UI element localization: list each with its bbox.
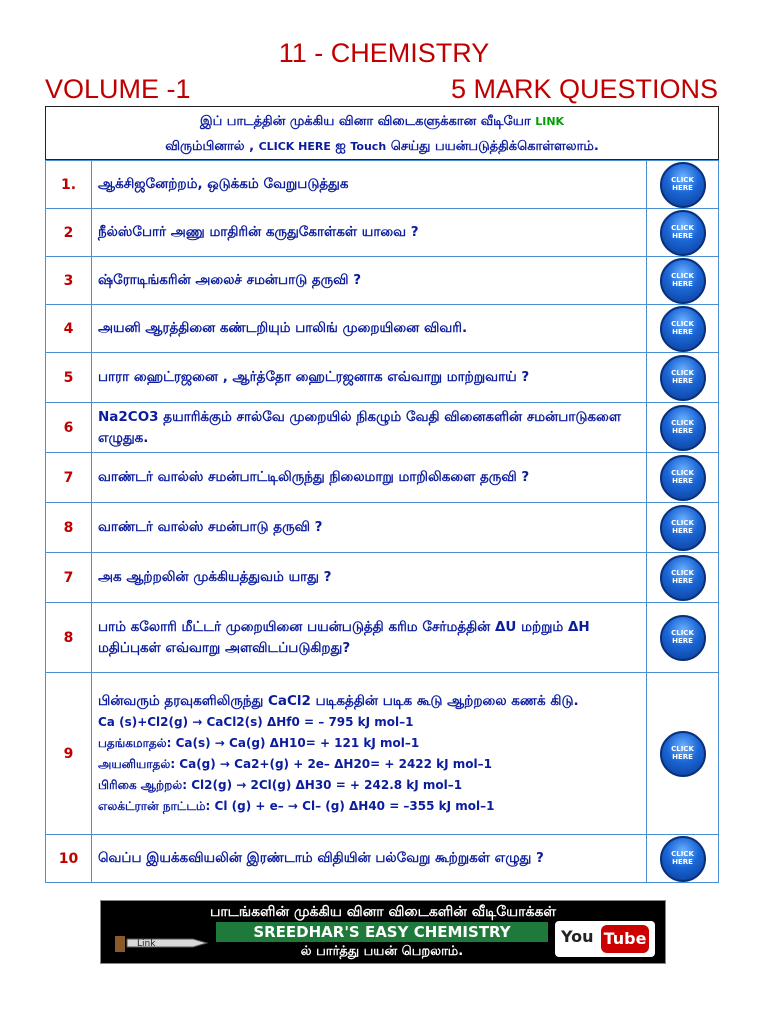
question-data-line: பதங்கமாதல்: Ca(s) → Ca(g) ΔH10= + 121 kJ mol–1 [98,735,420,750]
question-row [46,353,719,403]
question-row [46,503,719,553]
click-here-button[interactable]: CLICK HERE [660,162,706,208]
question-text-cell [92,503,647,553]
click-here-cell [647,305,719,353]
click-here-cell [647,603,719,673]
question-number: 6 [46,403,92,453]
click-here-cell [647,503,719,553]
question-data-line: அயனியாதல்: Ca(g) → Ca2+(g) + 2e– ΔH20= + 2422 kJ mol–1 [98,756,493,771]
click-here-cell [647,257,719,305]
click-here-cell [647,835,719,883]
question-row [46,305,719,353]
click-here-button[interactable]: CLICK HERE [660,836,706,882]
question-number: 2 [46,209,92,257]
click-here-button[interactable]: CLICK HERE [660,505,706,551]
click-here-cell [647,673,719,835]
question-text-cell [92,403,647,453]
click-here-button[interactable]: CLICK HERE [660,455,706,501]
click-here-cell [647,161,719,209]
question-text: வாண்டர் வால்ஸ் சமன்பாட்டிலிருந்து நிலைமாறு மாறிலிகளை தருவி ? [98,469,530,485]
click-here-cell [647,209,719,257]
click-here-button[interactable]: CLICK HERE [660,210,706,256]
channel-name[interactable]: SREEDHAR'S EASY CHEMISTRY [216,922,548,942]
link-pointer-icon[interactable] [111,931,211,955]
question-text: நீல்ஸ்போர் அணு மாதிரின் கருதுகோள்கள் யாவை ? [98,224,419,240]
svg-text:Link: Link [137,939,156,949]
click-here-button[interactable]: CLICK HERE [660,306,706,352]
question-text: அக ஆற்றலின் முக்கியத்துவம் யாது ? [98,569,332,585]
section-label: 5 MARK QUESTIONS [450,74,718,104]
question-number: 5 [46,353,92,403]
question-number: 3 [46,257,92,305]
click-here-cell [647,403,719,453]
page-title: 11 - CHEMISTRY [278,38,490,68]
click-here-button[interactable]: CLICK HERE [660,355,706,401]
volume-label: VOLUME -1 [45,74,191,104]
question-text-cell [92,453,647,503]
question-text-cell [92,257,647,305]
question-text-cell [92,209,647,257]
info-line-2: விரும்பினால் , CLICK HERE ஐ Touch செய்து பயன்படுத்திக்கொள்ளலாம். [165,139,599,154]
question-text: ஆக்சிஜனேற்றம், ஒடுக்கம் வேறுபடுத்துக [98,176,349,192]
question-row [46,553,719,603]
question-number: 8 [46,603,92,673]
banner-line-3: ல் பார்த்து பயன் பெறலாம். [300,944,464,959]
question-row [46,403,719,453]
info-box [45,106,719,160]
click-here-button[interactable]: CLICK HERE [660,615,706,661]
question-text: பின்வரும் தரவுகளிலிருந்து CaCl2 படிகத்தின் படிக கூடு ஆற்றலை கணக் கிடு. [98,692,579,709]
youtube-logo[interactable]: You Tube [555,921,655,957]
question-text-cell [92,673,647,835]
click-here-cell [647,553,719,603]
question-text-cell [92,161,647,209]
youtube-banner[interactable] [100,900,666,964]
question-row [46,161,719,209]
question-row [46,209,719,257]
question-number: 7 [46,453,92,503]
click-here-button[interactable]: CLICK HERE [660,405,706,451]
click-here-button[interactable]: CLICK HERE [660,731,706,777]
banner-line-1: பாடங்களின் முக்கிய வினா விடைகளின் வீடியோக்கள் [209,904,557,920]
question-row [46,835,719,883]
question-number: 9 [46,673,92,835]
question-number: 7 [46,553,92,603]
question-text: வெப்ப இயக்கவியலின் இரண்டாம் விதியின் பல்வேறு கூற்றுகள் எழுது ? [98,850,544,866]
question-row [46,257,719,305]
question-text: Na2CO3 தயாரிக்கும் சால்வே முறையில் நிகழும் வேதி வினைகளின் சமன்பாடுகளை எழுதுக. [98,408,621,446]
question-row [46,673,719,835]
question-data-line: எலக்ட்ரான் நாட்டம்: Cl (g) + e– → Cl– (g) ΔH40 = –355 kJ mol–1 [98,798,495,813]
question-text-cell [92,835,647,883]
questions-table [45,160,719,883]
question-text-cell [92,603,647,673]
question-text-cell [92,353,647,403]
question-row [46,603,719,673]
question-text: ஷ்ரோடிங்கரின் அலைச் சமன்பாடு தருவி ? [98,272,362,288]
question-row [46,453,719,503]
question-text-cell [92,553,647,603]
click-here-cell [647,353,719,403]
question-text-cell [92,305,647,353]
question-data-line: Ca (s)+Cl2(g) → CaCl2(s) ΔHf0 = – 795 kJ mol–1 [98,714,414,729]
question-number: 8 [46,503,92,553]
click-here-button[interactable]: CLICK HERE [660,258,706,304]
info-line-1: இப் பாடத்தின் முக்கிய வினா விடைகளுக்கான வீடியோ LINK [199,114,565,129]
question-data-line: பிரிகை ஆற்றல்: Cl2(g) → 2Cl(g) ΔH30 = + 242.8 kJ mol–1 [98,777,463,792]
question-text: அயனி ஆரத்தினை கண்டறியும் பாலிங் முறையினை விவரி. [98,320,468,336]
question-text: பாம் கலோரி மீட்டர் முறையினை பயன்படுத்தி கரிம சேர்மத்தின் ΔU மற்றும் ΔH மதிப்புகள் எவ்வாறு அளவிடப்படுகிறது? [98,618,590,656]
question-text: பாரா ஹைட்ரஜனை , ஆர்த்தோ ஹைட்ரஜனாக எவ்வாறு மாற்றுவாய் ? [98,369,530,385]
question-number: 1. [46,161,92,209]
click-here-cell [647,453,719,503]
question-number: 10 [46,835,92,883]
click-here-button[interactable]: CLICK HERE [660,555,706,601]
question-number: 4 [46,305,92,353]
question-text: வாண்டர் வால்ஸ் சமன்பாடு தருவி ? [98,519,323,535]
